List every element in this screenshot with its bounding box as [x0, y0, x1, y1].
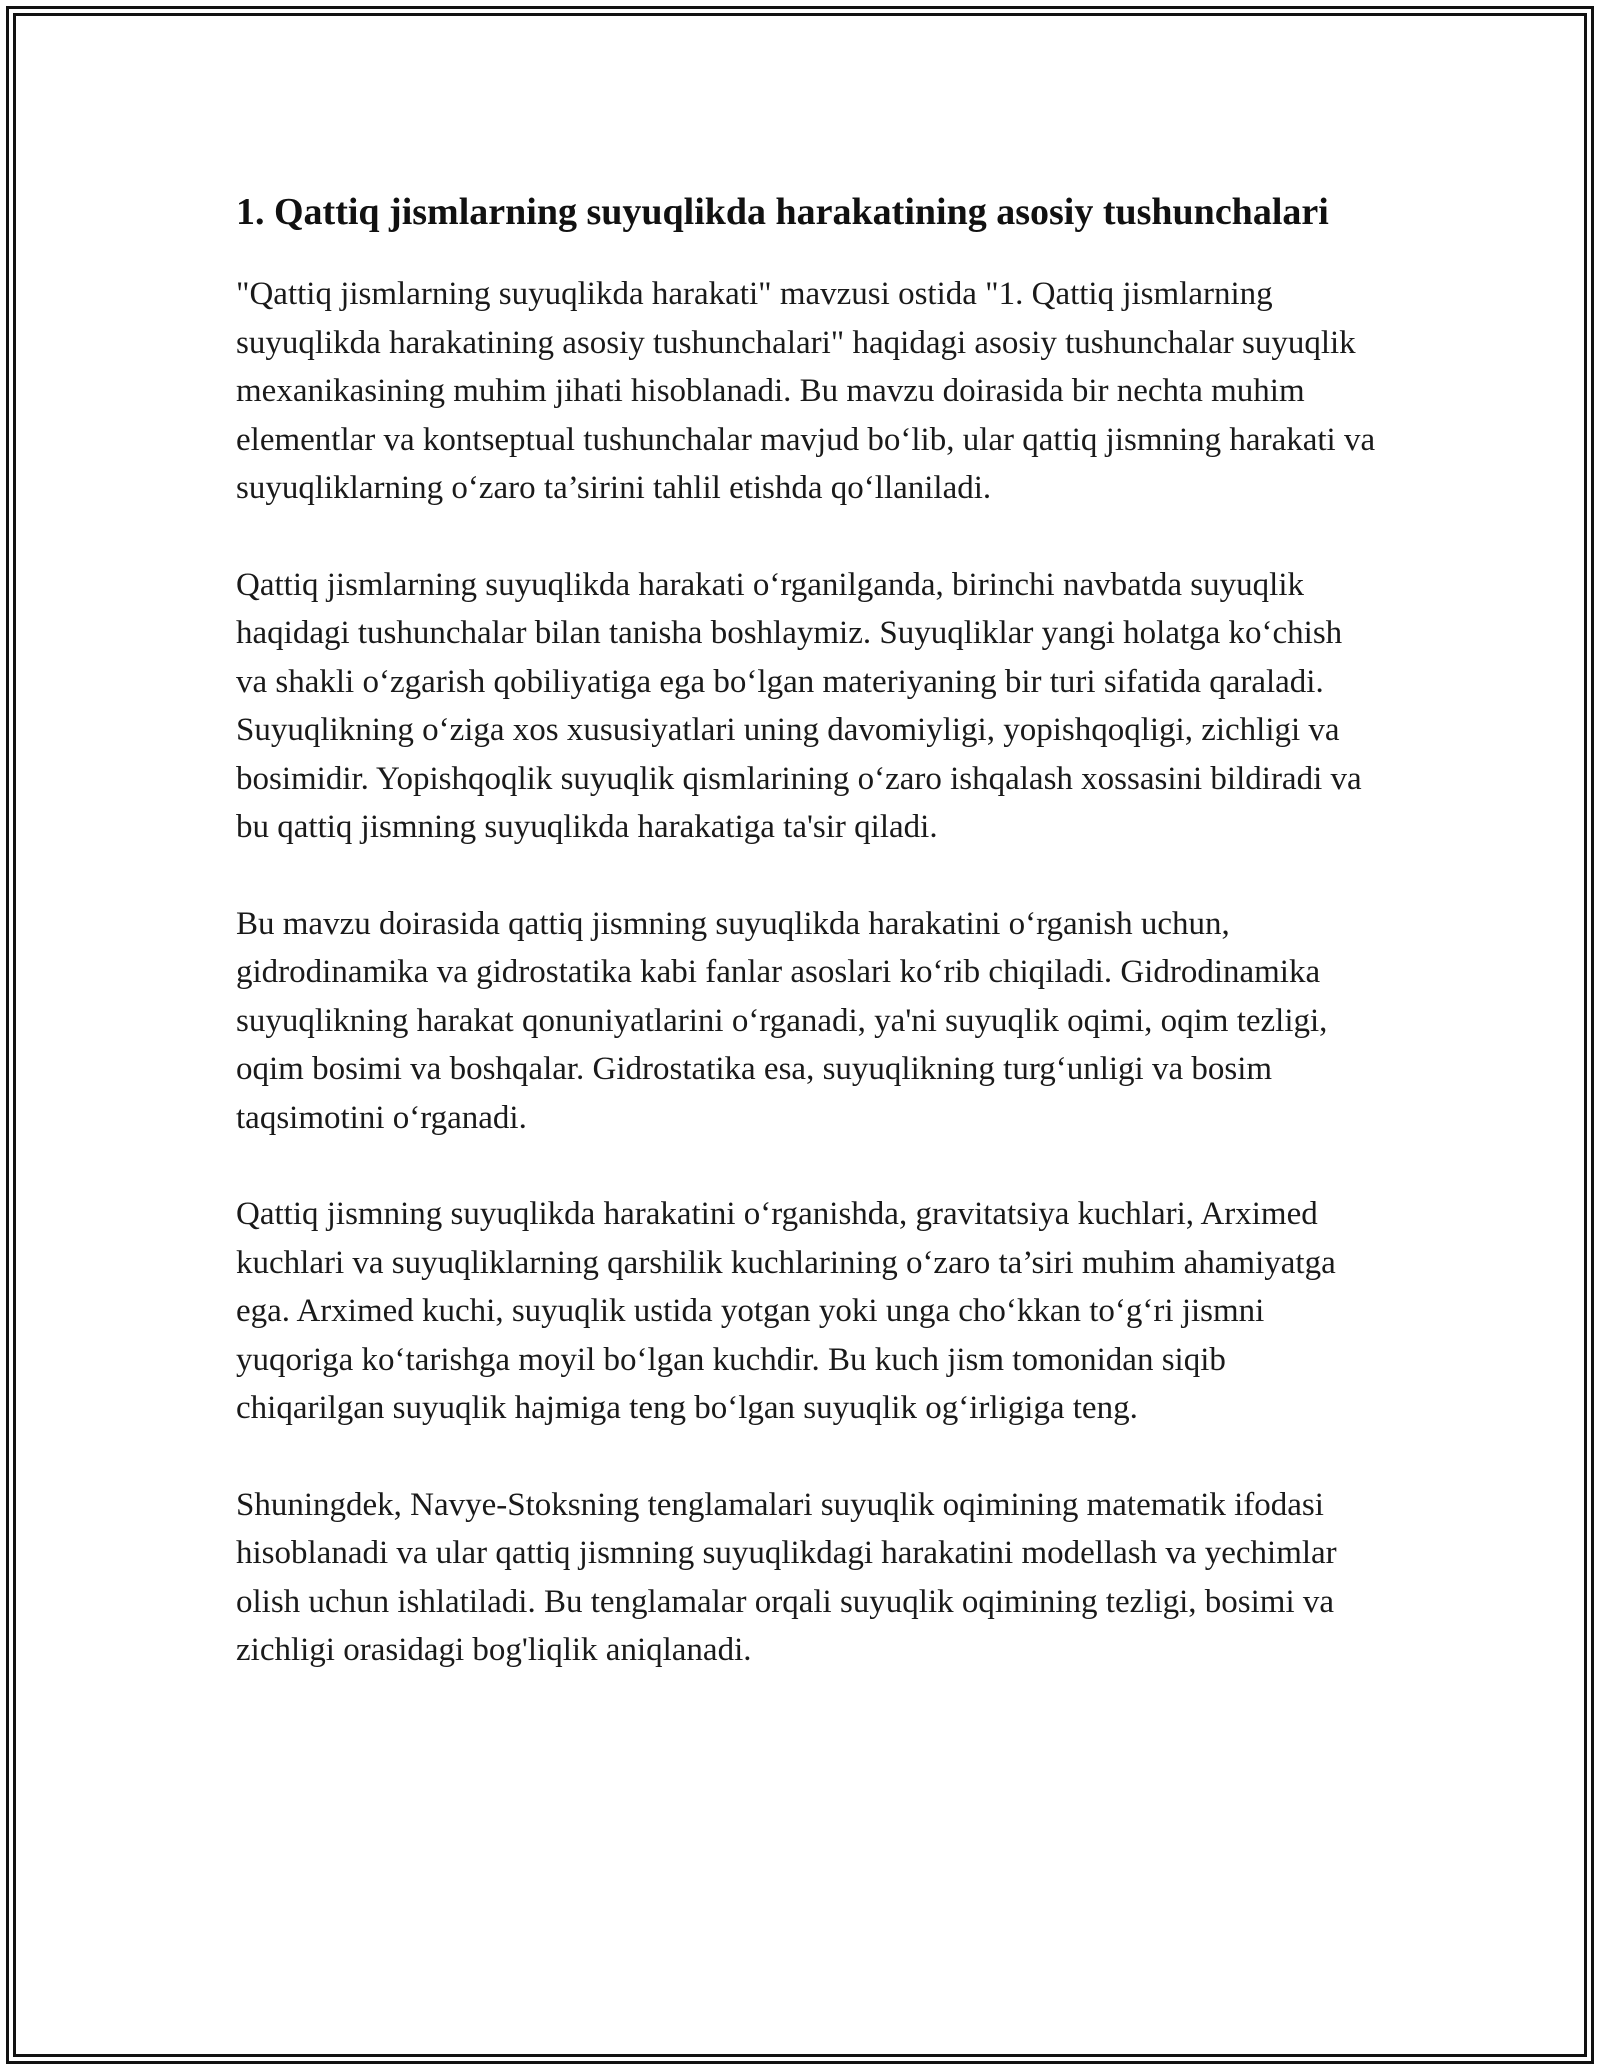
document-body: [236, 185, 1376, 1723]
paragraph-1: "Qattiq jismlarning suyuqlikda harakati" mavzusi ostida "1. Qattiq jismlarning suyuqlikda harakatining asosiy tushunchalari" haqidagi asosiy tushunchalar suyuqlik mexanikasining muhim jihati hisoblanadi. Bu mavzu doirasida bir nechta muhim elementlar va kontseptual tushunchalar mavjud bo‘lib, ular qattiq jismning harakati va suyuqliklarning o‘zaro ta’sirini tahlil etishda qo‘llaniladi.: [236, 276, 1376, 506]
section-heading: 1. Qattiq jismlarning suyuqlikda harakatining asosiy tushunchalari: [236, 191, 1329, 233]
paragraph-5: Shuningdek, Navye-Stoksning tenglamalari suyuqlik oqimining matematik ifodasi hisoblanadi va ular qattiq jismning suyuqlikdagi harakatini modellash va yechimlar olish uchun ishlatiladi. Bu tenglamalar orqali suyuqlik oqimining tezligi, bosimi va zichligi orasidagi bog'liqlik aniqlanadi.: [236, 1486, 1337, 1668]
paragraph-2: Qattiq jismlarning suyuqlikda harakati o‘rganilganda, birinchi navbatda suyuqlik haqidagi tushunchalar bilan tanisha boshlaymiz. Suyuqliklar yangi holatga ko‘chish va shakli o‘zgarish qobiliyatiga ega bo‘lgan materiyaning bir turi sifatida qaraladi. Suyuqlikning o‘ziga xos xususiyatlari uning davomiyligi, yopishqoqligi, zichligi va bosimidir. Yopishqoqlik suyuqlik qismlarining o‘zaro ishqalash xossasini bildiradi va bu qattiq jismning suyuqlikda harakatiga ta'sir qiladi.: [236, 566, 1362, 845]
paragraph-4: Qattiq jismning suyuqlikda harakatini o‘rganishda, gravitatsiya kuchlari, Arximed kuchlari va suyuqliklarning qarshilik kuchlarining o‘zaro ta’siri muhim ahamiyatga ega. Arximed kuchi, suyuqlik ustida yotgan yoki unga cho‘kkan to‘g‘ri jismni yuqoriga ko‘tarishga moyil bo‘lgan kuchdir. Bu kuch jism tomonidan siqib chiqarilgan suyuqlik hajmiga teng bo‘lgan suyuqlik og‘irligiga teng.: [236, 1196, 1336, 1426]
paragraph-3: Bu mavzu doirasida qattiq jismning suyuqlikda harakatini o‘rganish uchun, gidrodinamika va gidrostatika kabi fanlar asoslari ko‘rib chiqiladi. Gidrodinamika suyuqlikning harakat qonuniyatlarini o‘rganadi, ya'ni suyuqlik oqimi, oqim tezligi, oqim bosimi va boshqalar. Gidrostatika esa, suyuqlikning turg‘unligi va bosim taqsimotini o‘rganadi.: [236, 905, 1328, 1136]
